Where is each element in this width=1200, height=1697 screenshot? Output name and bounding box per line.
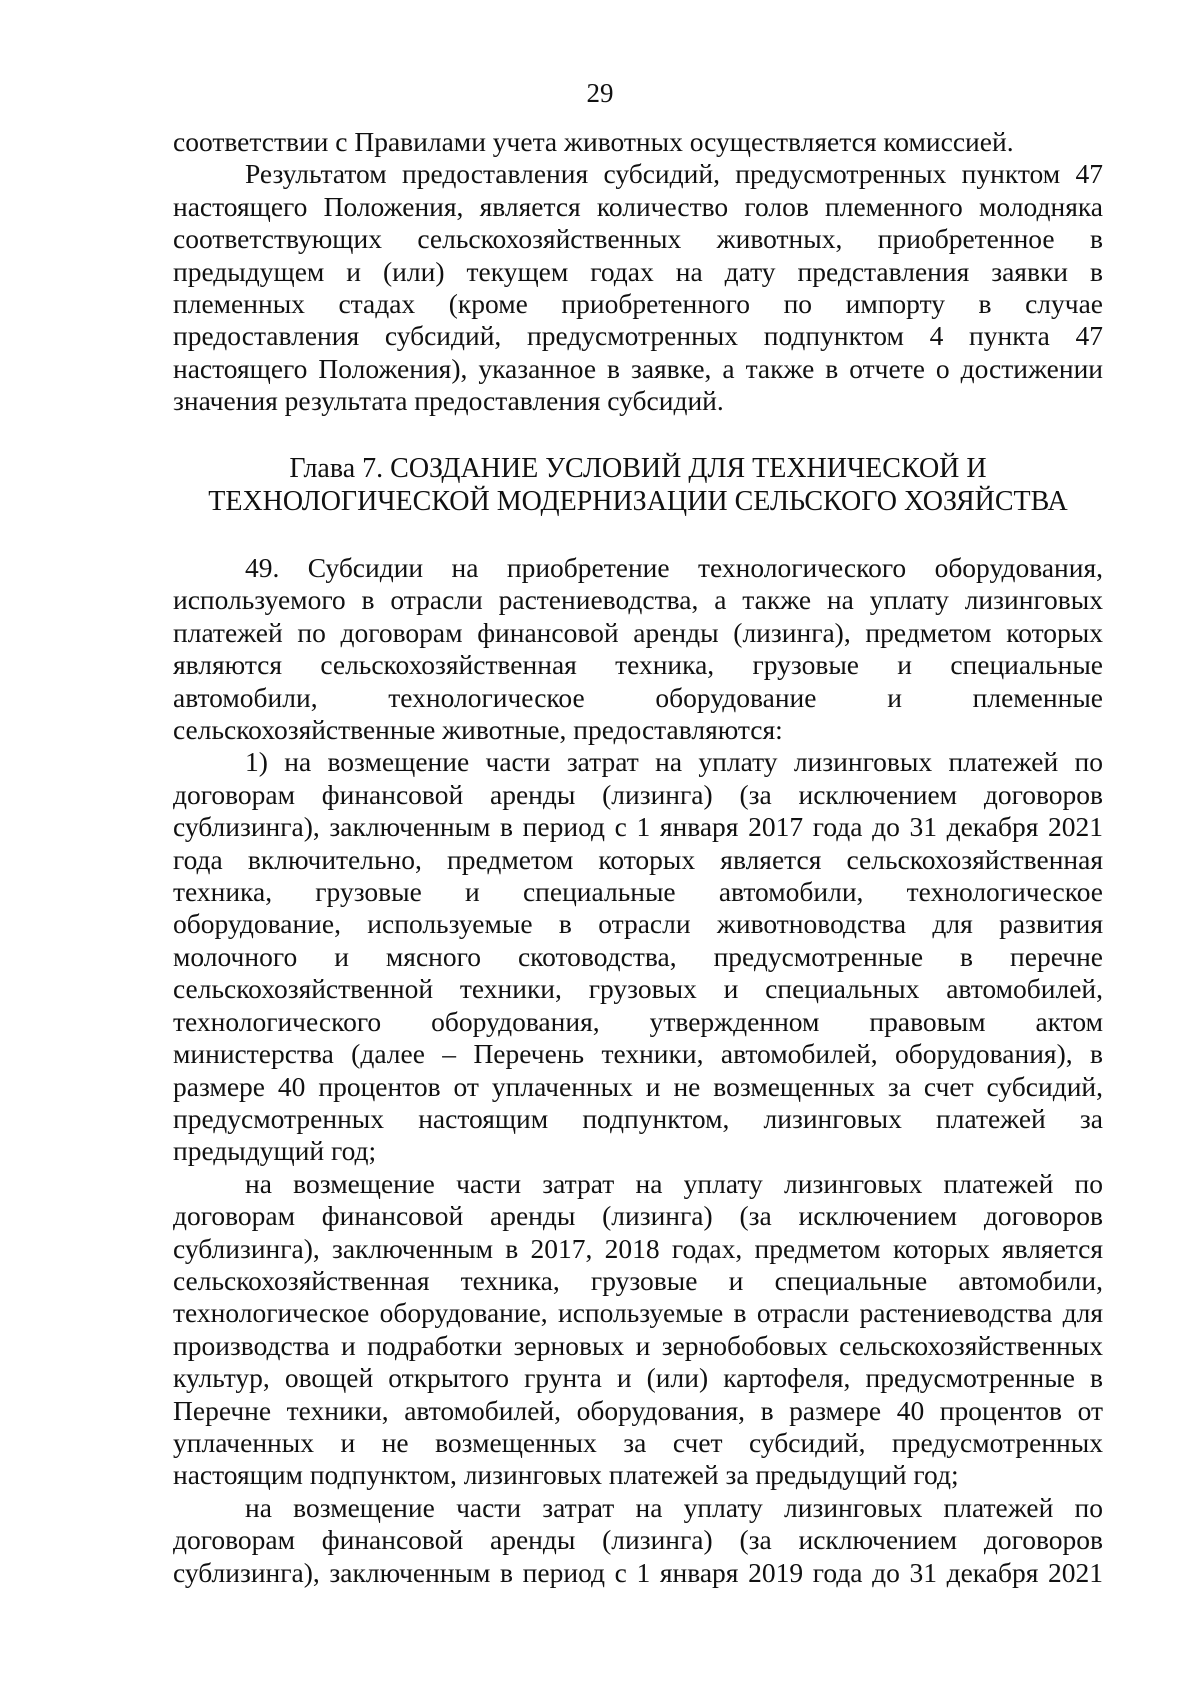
text-line: платежей по договорам финансовой аренды (лизинга), предметом которых: [173, 616, 1103, 648]
text-line: 49. Субсидии на приобретение технологического оборудования,: [245, 552, 1103, 583]
text-line: договорам финансовой аренды (лизинга) (за исключением договоров: [173, 1200, 1103, 1232]
text-line: настоящего Положения, является количество голов племенного молодняка: [173, 190, 1103, 222]
text-line: молочного и мясного скотоводства, предусмотренные в перечне: [173, 940, 1103, 972]
text-line: сублизинга), заключенным в 2017, 2018 годах, предметом которых является: [173, 1232, 1103, 1264]
paragraph-commission-continuation: [173, 126, 1103, 158]
paragraph-leasing-2017-2018: [173, 1168, 1103, 1492]
text-line: используемого в отрасли растениеводства, а также на уплату лизинговых: [173, 584, 1103, 616]
text-line: сельскохозяйственные животные, предоставляются:: [173, 714, 783, 746]
text-line: на возмещение части затрат на уплату лизинговых платежей по: [245, 1491, 1103, 1523]
text-line: на возмещение части затрат на уплату лизинговых платежей по: [245, 1167, 1103, 1199]
text-line: соответствии с Правилами учета животных осуществляется комиссией.: [173, 126, 1014, 157]
text-line: являются сельскохозяйственная техника, грузовые и специальные: [173, 649, 1103, 681]
text-line: сублизинга), заключенным в период с 1 января 2017 года до 31 декабря 2021: [173, 811, 1103, 843]
text-line: года включительно, предметом которых является сельскохозяйственная: [173, 843, 1103, 875]
text-line: договорам финансовой аренды (лизинга) (за исключением договоров: [173, 1524, 1103, 1556]
text-line: сельскохозяйственная техника, грузовые и специальные автомобили,: [173, 1264, 1103, 1296]
chapter-heading-line: Глава 7. СОЗДАНИЕ УСЛОВИЙ ДЛЯ ТЕХНИЧЕСКОЙ И: [289, 453, 987, 484]
main-text-block: [173, 552, 1103, 1589]
text-line: размере 40 процентов от уплаченных и не возмещенных за счет субсидий,: [173, 1070, 1103, 1102]
text-line: Перечне техники, автомобилей, оборудования, в размере 40 процентов от: [173, 1394, 1103, 1426]
text-line: предоставления субсидий, предусмотренных подпунктом 4 пункта 47: [173, 320, 1103, 352]
page-number: 29: [586, 78, 614, 108]
text-line: Результатом предоставления субсидий, предусмотренных пунктом 47: [245, 158, 1103, 190]
text-line: настоящего Положения), указанное в заявке, а также в отчете о достижении: [173, 352, 1103, 384]
text-line: соответствующих сельскохозяйственных животных, приобретенное в: [173, 223, 1103, 255]
text-line: предусмотренных настоящим подпунктом, лизинговых платежей за: [173, 1102, 1103, 1134]
text-line: оборудование, используемые в отрасли животноводства для развития: [173, 908, 1103, 940]
text-line: сублизинга), заключенным в период с 1 января 2019 года до 31 декабря 2021: [173, 1556, 1103, 1588]
paragraph-subitem-1: [173, 746, 1103, 1167]
paragraph-subsidy-result: [173, 158, 1103, 417]
text-line: договорам финансовой аренды (лизинга) (за исключением договоров: [173, 778, 1103, 810]
text-line: уплаченных и не возмещенных за счет субсидий, предусмотренных: [173, 1426, 1103, 1458]
text-line: племенных стадах (кроме приобретенного по импорту в случае: [173, 288, 1103, 320]
chapter-heading-line: ТЕХНОЛОГИЧЕСКОЙ МОДЕРНИЗАЦИИ СЕЛЬСКОГО ХОЗЯЙСТВА: [208, 486, 1068, 517]
text-line: культур, овощей открытого грунта и (или) картофеля, предусмотренные в: [173, 1362, 1103, 1394]
text-line: предыдущем и (или) текущем годах на дату представления заявки в: [173, 255, 1103, 287]
text-line: технологическое оборудование, используемые в отрасли растениеводства для: [173, 1297, 1103, 1329]
text-line: техника, грузовые и специальные автомобили, технологическое: [173, 876, 1103, 908]
text-line: 1) на возмещение части затрат на уплату лизинговых платежей по: [245, 746, 1103, 778]
paragraph-leasing-2019-2021: [173, 1492, 1103, 1589]
text-line: технологического оборудования, утвержденном правовым актом: [173, 1005, 1103, 1037]
text-line: министерства (далее – Перечень техники, автомобилей, оборудования), в: [173, 1038, 1103, 1070]
text-line: автомобили, технологическое оборудование и племенные: [173, 681, 1103, 713]
text-line: производства и подработки зерновых и зернобобовых сельскохозяйственных: [173, 1329, 1103, 1361]
text-line: настоящим подпунктом, лизинговых платежей за предыдущий год;: [173, 1459, 959, 1491]
paragraph-49-intro: [173, 552, 1103, 746]
text-line: сельскохозяйственной техники, грузовых и специальных автомобилей,: [173, 973, 1103, 1005]
text-line: значения результата предоставления субсидий.: [173, 385, 724, 417]
text-line: предыдущий год;: [173, 1135, 377, 1167]
top-text-block: [173, 126, 1103, 418]
chapter-heading: [173, 452, 1103, 518]
